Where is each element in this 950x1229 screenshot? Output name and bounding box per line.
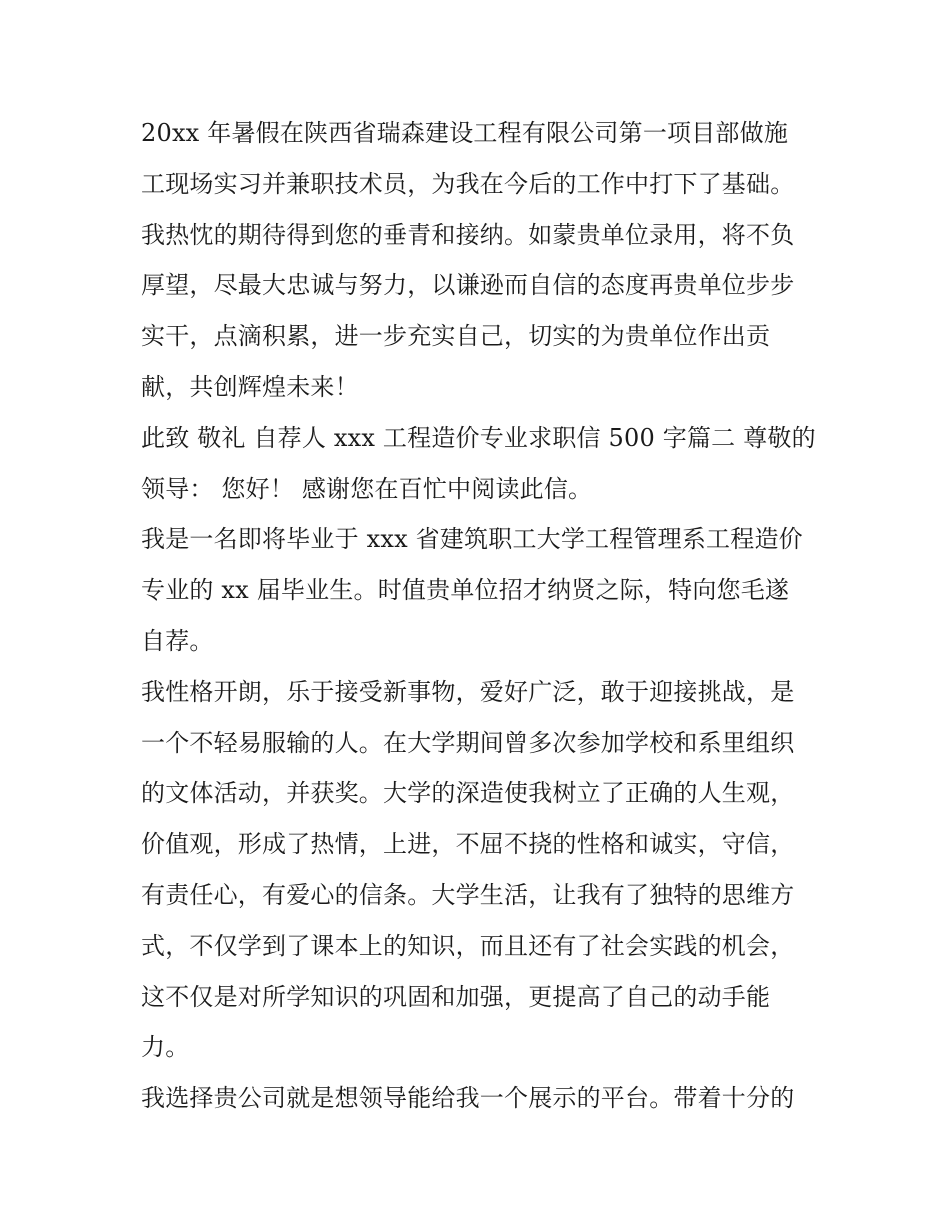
text-line: 献，共创辉煌未来！ (141, 372, 359, 401)
text-line: 我选择贵公司就是想领导能给我一个展示的平台。带着十分的 (141, 1084, 795, 1113)
text-line: 的文体活动，并获奖。大学的深造使我树立了正确的人生观， (141, 779, 795, 808)
text-line: 力。 (141, 1033, 190, 1062)
text-line: 有责任心，有爱心的信条。大学生活，让我有了独特的思维方 (141, 880, 795, 909)
text-line: 领导： 您好！ 感谢您在百忙中阅读此信。 (141, 474, 593, 503)
text-line: 我性格开朗，乐于接受新事物，爱好广泛，敢于迎接挑战，是 (141, 677, 795, 706)
text-line: 式，不仅学到了课本上的知识，而且还有了社会实践的机会， (141, 931, 795, 960)
text-line: 我热忱的期待得到您的垂青和接纳。如蒙贵单位录用，将不负 (141, 220, 795, 249)
text-line: 工现场实习并兼职技术员，为我在今后的工作中打下了基础。 (141, 169, 795, 198)
text-line: 此致 敬礼 自荐人 xxx 工程造价专业求职信 500 字篇二 尊敬的 (141, 423, 816, 452)
text-line: 价值观，形成了热情，上进，不屈不挠的性格和诚实，守信， (141, 830, 795, 859)
text-line: 我是一名即将毕业于 xxx 省建筑职工大学工程管理系工程造价 (141, 525, 803, 554)
text-line: 20xx 年暑假在陕西省瑞森建设工程有限公司第一项目部做施 (141, 119, 789, 147)
text-line: 专业的 xx 届毕业生。时值贵单位招才纳贤之际，特向您毛遂 (141, 576, 790, 605)
text-line: 这不仅是对所学知识的巩固和加强，更提高了自己的动手能 (141, 982, 771, 1011)
text-line: 实干，点滴积累，进一步充实自己，切实的为贵单位作出贡 (141, 322, 771, 351)
text-line: 厚望，尽最大忠诚与努力，以谦逊而自信的态度再贵单位步步 (141, 271, 795, 300)
letter-body (141, 108, 831, 1124)
text-line: 一个不轻易服输的人。在大学期间曾多次参加学校和系里组织 (141, 728, 795, 757)
text-line: 自荐。 (141, 626, 214, 655)
